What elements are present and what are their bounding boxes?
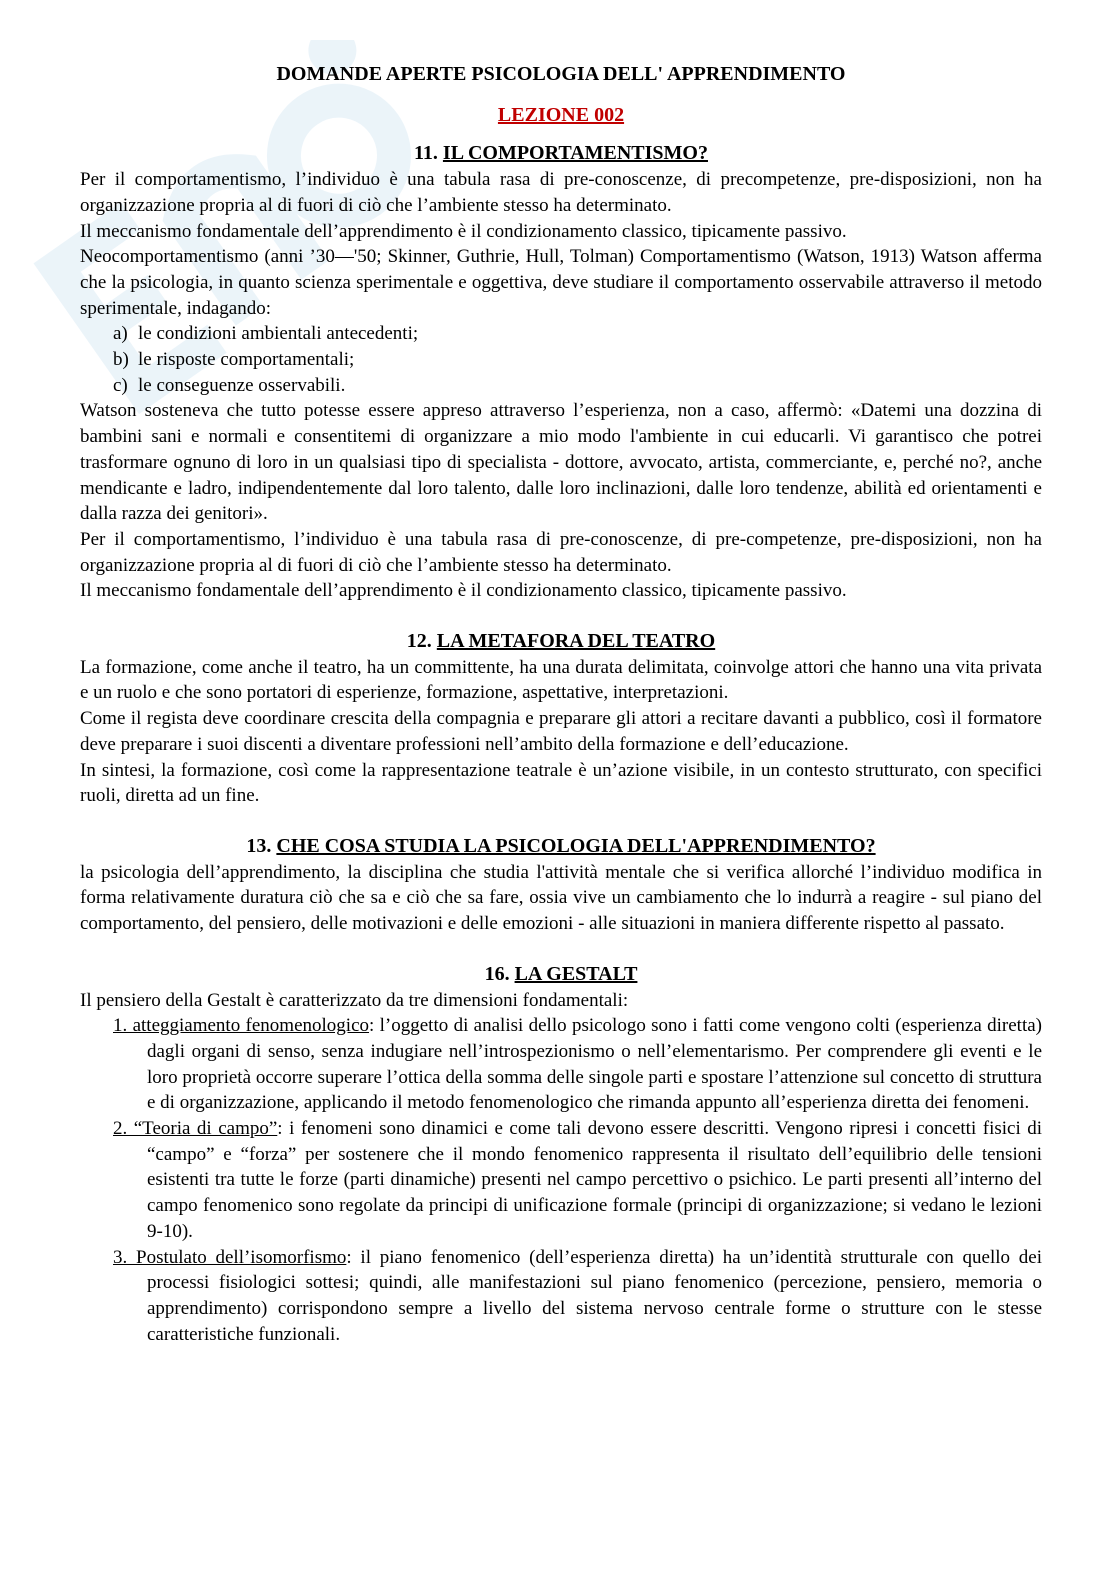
- lesson-heading: LEZIONE 002: [497, 103, 625, 126]
- list-item-text: le risposte comportamentali;: [138, 349, 355, 371]
- section-11-paragraph: Watson sosteneva che tutto potesse essere appreso attraverso l’esperienza, non a caso, affermò: «Datemi una dozzina di bambini sani e normali e consentitemi di organizzare a mio modo l'ambiente in cui educarli. Vi garantisco che potrei trasformare ognuno di loro in un qualsiasi tipo di specialista - dottore, avvocato, artista, commerciante, e, perché no?, anche mendicante e ladro, indipendentemente dal loro talento, dalle loro inclinazioni, dalle loro tendenze, abilità ed orientamenti e dalla razza dei genitori».: [80, 400, 1042, 525]
- section-11-paragraph: Neocomportamentismo (anni ’30—'50; Skinner, Guthrie, Hull, Tolman) Comportamentismo (Watson, 1913) Watson afferma che la psicologia, in quanto scienza sperimentale e oggettiva, deve studiare il comportamento osservabile attraverso il metodo sperimentale, indagando:: [80, 246, 1042, 319]
- list-item: [80, 1116, 1042, 1245]
- list-marker: c): [113, 374, 128, 396]
- section-13-number: 13.: [246, 834, 272, 857]
- section-11-title: IL COMPORTAMENTISMO?: [442, 142, 708, 165]
- list-item: [113, 321, 1042, 347]
- list-item: [113, 347, 1042, 373]
- list-item: [113, 373, 1042, 399]
- list-item-text: le conseguenze osservabili.: [138, 374, 346, 396]
- section-11-paragraph: Per il comportamentismo, l’individuo è una tabula rasa di pre-conoscenze, di precompetenze, pre-disposizioni, non ha organizzazione propria al di fuori di ciò che l’ambiente stesso ha determinato.: [80, 169, 1042, 216]
- section-13-heading: [80, 834, 1042, 860]
- section-12-paragraph: La formazione, come anche il teatro, ha un committente, ha una durata delimitata, coinvolge attori che hanno una vita privata e un ruolo e che sono portatori di esperienze, formazione, aspettative, interpretazioni.: [80, 656, 1042, 704]
- list-item-lead: 2. “Teoria di campo”: [113, 1118, 278, 1140]
- gestalt-list: [80, 1013, 1042, 1347]
- list-item-text: : i fenomeni sono dinamici e come tali devono essere descritti. Vengono ripresi i concetti fisici di “campo” e “forza” per sostenere che il mondo fenomenico rappresenta il risultato dell’equilibrio delle tensioni esistenti tra tutte le forze (parti dinamiche) presenti nel campo percettivo o psichico. Le parti presenti all’interno del campo fenomenico sono regolate da principi di unificazione formale (principi di organizzazione; si vedano le lezioni 9-10).: [147, 1118, 1043, 1242]
- section-11-paragraph: Il meccanismo fondamentale dell’apprendimento è il condizionamento classico, tipicamente passivo.: [80, 580, 847, 602]
- section-16-intro: Il pensiero della Gestalt è caratterizzato da tre dimensioni fondamentali:: [80, 989, 629, 1011]
- list-item-text: : l’oggetto di analisi dello psicologo sono i fatti come vengono colti (esperienza diretta) dagli organi di senso, senza indugiare nell’introspezionismo o nell’elementarismo. Per comprendere gli eventi e le loro proprietà occorre superare l’ottica della somma delle singole parti e spostare l’attenzione sul concetto di struttura e di organizzazione, applicando il metodo fenomenologico che rimanda appunto all’esperienza diretta dei fenomeni.: [147, 1015, 1042, 1114]
- section-13-title: CHE COSA STUDIA LA PSICOLOGIA DELL'APPRENDIMENTO?: [276, 834, 876, 857]
- list-item-lead: 1. atteggiamento fenomenologico: [113, 1015, 370, 1037]
- list-marker: b): [113, 349, 129, 371]
- list-item-text: le condizioni ambientali antecedenti;: [138, 323, 419, 345]
- section-11-list: [80, 321, 1042, 398]
- section-13-paragraph: la psicologia dell’apprendimento, la disciplina che studia l'attività mentale che si verifica allorché l’individuo modifica in forma relativamente duratura ciò che sa e ciò che sa fare, ossia vive un cambiamento che lo indurrà a reagire - sul piano del comportamento, del pensiero, delle motivazioni e delle emozioni - alle situazioni in maniera differente rispetto al passato.: [80, 861, 1042, 935]
- document-title: DOMANDE APERTE PSICOLOGIA DELL' APPRENDIMENTO: [276, 63, 846, 85]
- section-12-heading: [80, 629, 1042, 655]
- section-12-number: 12.: [406, 630, 432, 653]
- section-11-number: 11.: [414, 142, 438, 165]
- section-gap: [80, 809, 1042, 834]
- section-12-title: LA METAFORA DEL TEATRO: [436, 630, 716, 653]
- section-11-paragraph: Il meccanismo fondamentale dell’apprendimento è il condizionamento classico, tipicamente passivo.: [80, 220, 847, 242]
- document-content: [80, 62, 1042, 1347]
- list-item: [80, 1013, 1042, 1116]
- section-11-heading: [80, 141, 1042, 167]
- section-12-paragraph: Come il regista deve coordinare crescita della compagnia e preparare gli attori a recitare davanti a pubblico, così il formatore deve preparare i suoi discenti a diventare professioni nell’ambito della formazione e dell’educazione.: [80, 708, 1042, 755]
- list-item: [80, 1245, 1042, 1348]
- section-16-number: 16.: [484, 962, 510, 985]
- section-12-paragraph: In sintesi, la formazione, così come la rappresentazione teatrale è un’azione visibile, in un contesto strutturato, con specifici ruoli, diretta ad un fine.: [80, 759, 1042, 807]
- section-16-heading: [80, 962, 1042, 988]
- list-item-text: : il piano fenomenico (dell’esperienza diretta) ha un’identità strutturale con quello dei processi fisiologici sottesi; quindi, alle manifestazioni sul piano fenomenico (percezione, pensiero, memoria o apprendimento) corrispondono sempre a livello del sistema nervoso centrale forme o strutture con le stesse caratteristiche funzionali.: [147, 1246, 1042, 1345]
- section-gap: [80, 937, 1042, 962]
- list-item-lead: 3. Postulato dell’isomorfismo: [113, 1246, 347, 1268]
- section-gap: [80, 604, 1042, 629]
- section-11-paragraph: Per il comportamentismo, l’individuo è una tabula rasa di pre-conoscenze, di pre-competenze, pre-disposizioni, non ha organizzazione propria al di fuori di ciò che l’ambiente stesso ha determinato.: [80, 528, 1042, 576]
- list-marker: a): [113, 323, 128, 345]
- section-16-title: LA GESTALT: [514, 962, 638, 985]
